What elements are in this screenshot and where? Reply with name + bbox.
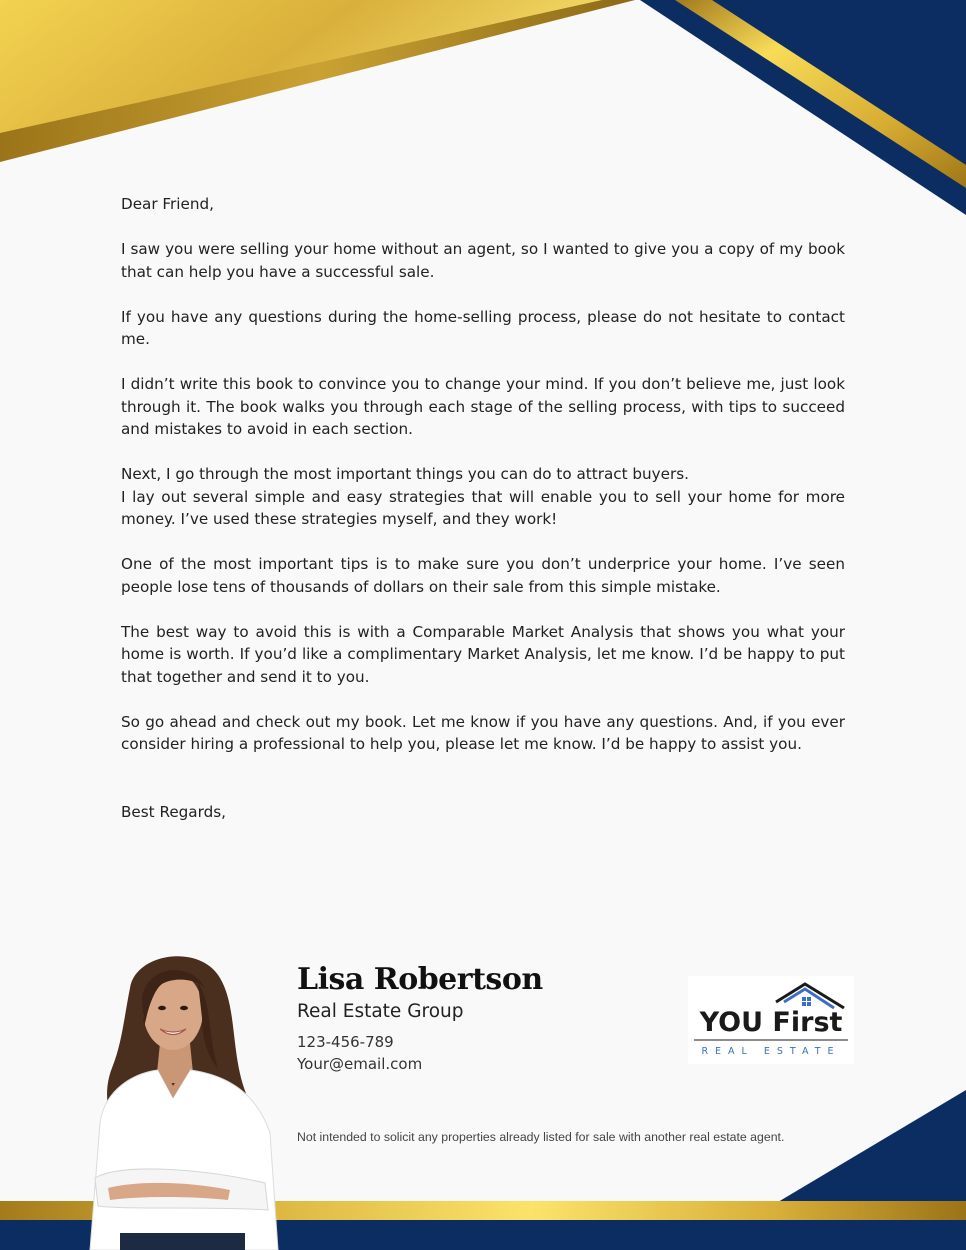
letter-paragraph-2: If you have any questions during the home-selling process, please do not hesitate to contact me. <box>121 307 845 348</box>
disclaimer: Not intended to solicit any properties already listed for sale with another real estate agent. <box>297 1130 785 1144</box>
agent-name: Lisa Robertson <box>297 962 543 997</box>
letter-paragraph-3: I didn’t write this book to convince you to change your mind. If you don’t believe me, just look through it. The book walks you through each stage of the selling process, with tips to succeed and mistakes to avoid in each section. <box>121 375 845 438</box>
agent-phone[interactable]: 123-456-789 <box>297 1033 394 1051</box>
house-roof-icon <box>776 984 844 1008</box>
logo-main-text: YOU First <box>699 1007 843 1038</box>
agent-email[interactable]: Your@email.com <box>297 1055 423 1073</box>
letter-closing: Best Regards, <box>121 802 226 821</box>
company-logo <box>688 976 854 1064</box>
logo-sub-text: REAL ESTATE <box>701 1046 841 1057</box>
letter-paragraph-1: I saw you were selling your home without an agent, so I wanted to give you a copy of my book that can help you have a successful sale. <box>121 240 845 281</box>
letter-paragraph-6: The best way to avoid this is with a Comparable Market Analysis that shows you what your home is worth. If you’d like a complimentary Market Analysis, let me know. I’d be happy to put that together and send it to you. <box>121 622 845 686</box>
letter-paragraph-7: So go ahead and check out my book. Let me know if you have any questions. And, if you ever consider hiring a professional to help you, please let me know. I’d be happy to assist you. <box>121 712 845 753</box>
letter-paragraph-5: One of the most important tips is to make sure you don’t underprice your home. I’ve seen people lose tens of thousands of dollars on their sale from this simple mistake. <box>121 555 845 596</box>
letter-body <box>121 193 845 846</box>
letter-greeting: Dear Friend, <box>121 195 214 213</box>
letter-paragraph-4a: Next, I go through the most important things you can do to attract buyers. <box>121 465 689 483</box>
agent-company: Real Estate Group <box>297 1001 464 1022</box>
letter-paragraph-4b: I lay out several simple and easy strategies that will enable you to sell your home for more money. I’ve used these strategies myself, and they work! <box>121 487 845 528</box>
agent-portrait <box>80 948 285 1250</box>
